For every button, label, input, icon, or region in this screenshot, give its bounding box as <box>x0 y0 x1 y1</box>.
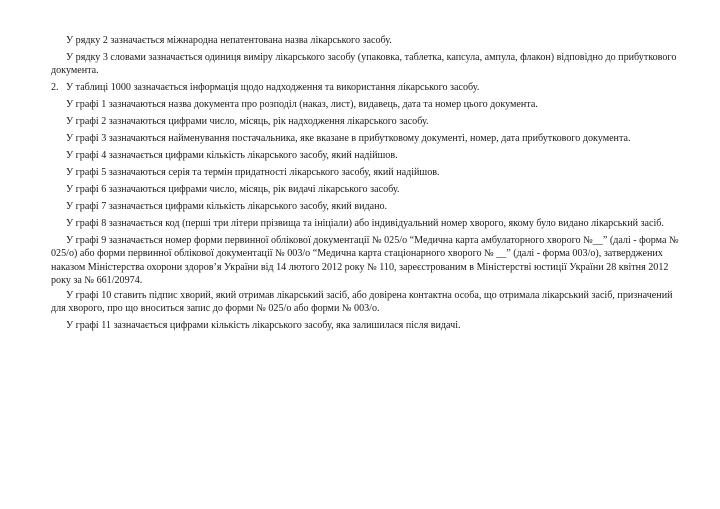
paragraph-column-1: У графі 1 зазначаються назва документа про розподіл (наказ, лист), видавець, дата та номер цього документа. <box>66 99 538 110</box>
paragraph-column-6: У графі 6 зазначаються цифрами число, місяць, рік видачі лікарського засобу. <box>66 184 400 195</box>
paragraph-column-11: У графі 11 зазначається цифрами кількість лікарського засобу, яка залишилася після видачі. <box>66 320 461 331</box>
paragraph-column-8: У графі 8 зазначається код (перші три літери прізвища та ініціали) або індивідуальний номер хворого, якому було видано лікарський засіб. <box>66 218 664 229</box>
paragraph-column-10: У графі 10 ставить підпис хворий, який отримав лікарський засіб, або довірена контактна особа, що отримала лікарський засіб, призначений для хворого, про що вноситься запис до форми № 025/о або форми № 003/о. <box>51 290 673 315</box>
paragraph-line-2: У рядку 2 зазначається міжнародна непатентована назва лікарського засобу. <box>66 35 392 46</box>
paragraph-column-3: У графі 3 зазначаються найменування постачальника, яке вказане в прибутковому документі, номер, дата прибуткового документа. <box>66 133 631 144</box>
paragraph-column-5: У графі 5 зазначаються серія та термін придатності лікарського засобу, який надійшов. <box>66 167 440 178</box>
paragraph-column-9: У графі 9 зазначається номер форми первинної облікової документації № 025/о “Медична карта амбулаторного хворого №__” (далі - форма № 025/о) або форми первинної облікової документації № 003/о “Медична карта стаціонарного хворого № __” (далі - форма 003/о), затверджених наказом Міністерства охорони здоров’я України від 14 лютого 2012 року № 110, зареєстрованим в Міністерстві юстиції України 28 квітня 2012 року за № 661/20974. <box>51 235 679 286</box>
paragraph-column-2: У графі 2 зазначаються цифрами число, місяць, рік надходження лікарського засобу. <box>66 116 429 127</box>
paragraph-line-3: У рядку 3 словами зазначається одиниця виміру лікарського засобу (упаковка, таблетка, капсула, ампула, флакон) відповідно до прибуткового документа. <box>51 52 677 77</box>
paragraph-column-7: У графі 7 зазначається цифрами кількість лікарського засобу, який видано. <box>66 201 388 212</box>
numbered-item-2 <box>51 81 689 94</box>
paragraph-column-4: У графі 4 зазначається цифрами кількість лікарського засобу, який надійшов. <box>66 150 398 161</box>
item-number: 2. <box>51 82 59 93</box>
item-text: У таблиці 1000 зазначається інформація щодо надходження та використання лікарського засобу. <box>66 82 480 93</box>
